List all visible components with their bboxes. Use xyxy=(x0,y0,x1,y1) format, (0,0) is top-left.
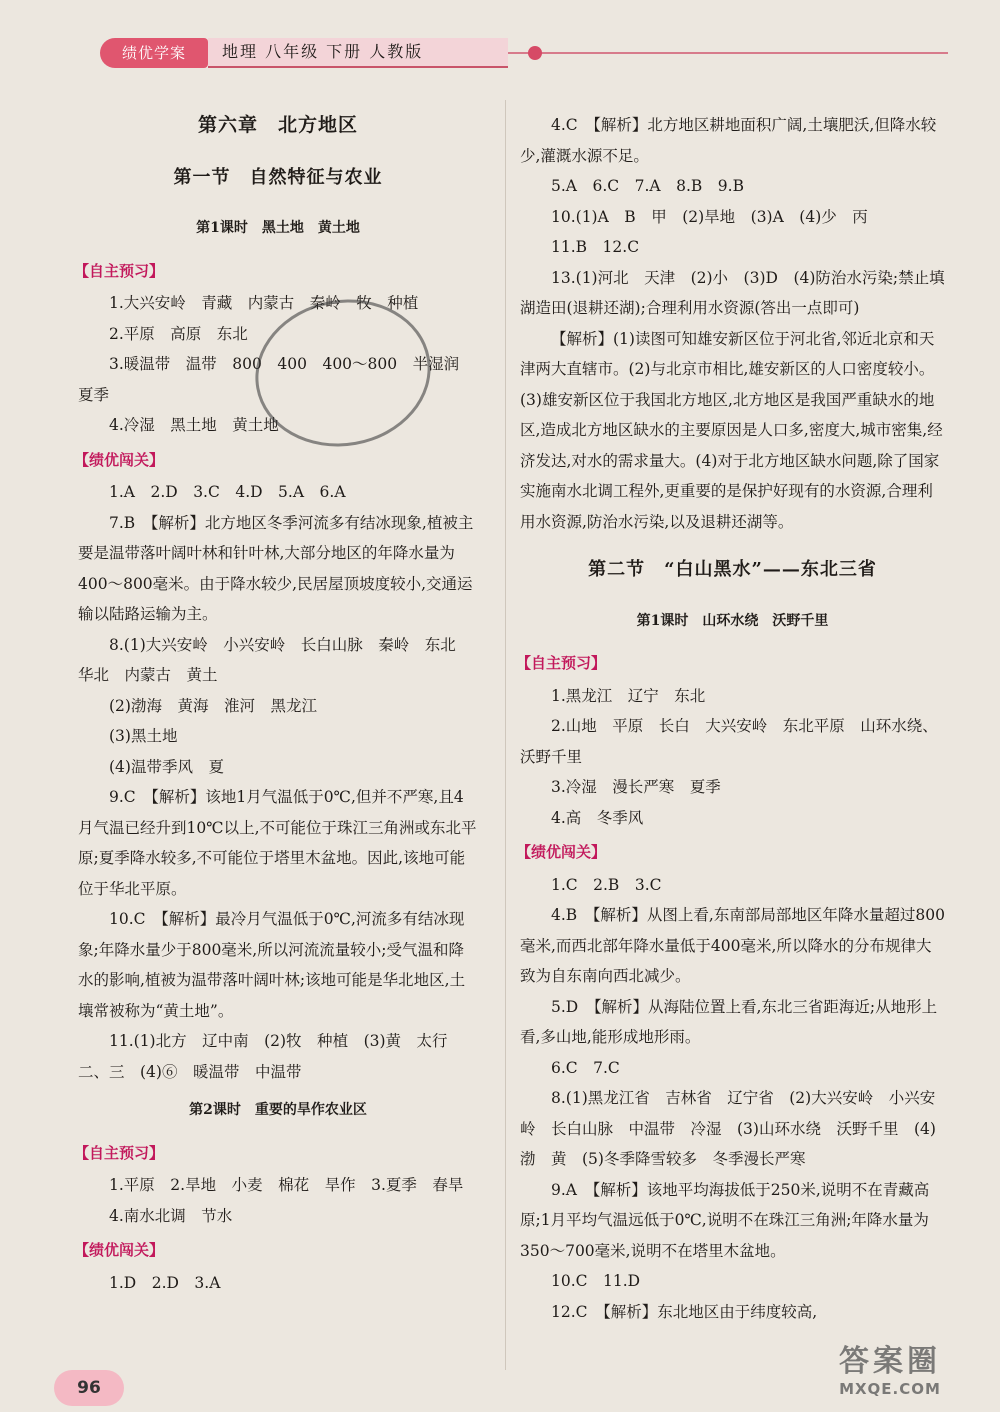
section-title: 第一节 自然特征与农业 xyxy=(173,166,383,188)
answer-line: 13.(1)河北 天津 (2)小 (3)D (4)防治水污染;禁止填湖造田(退耕还湖);合理利用水资源(答出一点即可) xyxy=(520,268,945,317)
answer-line: 4.C 【解析】北方地区耕地面积广阔,土壤肥沃,但降水较少,灌溉水源不足。 xyxy=(520,116,937,165)
right-column xyxy=(516,110,945,1327)
answer-line: 7.B 【解析】北方地区冬季河流多有结冰现象,植被主要是温带落叶阔叶林和针叶林,大部分地区的年降水量为400～800毫米。由于降水较少,民居屋顶坡度较小,交通运输以陆路运输为主。 xyxy=(78,513,474,623)
answer-line: 10.C 11.D xyxy=(551,1272,641,1290)
faded-stamp xyxy=(366,131,543,228)
answer-line: 8.(1)大兴安岭 小兴安岭 长白山脉 秦岭 东北 华北 内蒙古 黄土 xyxy=(78,635,472,684)
answer-line: 11.B 12.C xyxy=(551,238,640,256)
lesson-title: 第2课时 重要的旱作农业区 xyxy=(189,1102,367,1118)
answer-line: 4.冷湿 黑土地 黄土地 xyxy=(109,416,279,434)
answer-line: (2)渤海 黄海 淮河 黑龙江 xyxy=(109,696,317,715)
tag-self-preview: 【自主预习】 xyxy=(74,261,165,280)
answer-line: 6.C 7.C xyxy=(551,1058,620,1077)
site-watermark xyxy=(800,1345,980,1405)
section-title: 第二节 “白山黑水”——东北三省 xyxy=(588,559,877,580)
answer-line: 5.A 6.C 7.A 8.B 9.B xyxy=(551,177,744,195)
watermark-logo-text: 答案圈 xyxy=(839,1344,941,1379)
header-title: 地理 八年级 下册 人教版 xyxy=(208,38,508,68)
answer-line: 1.黑龙江 辽宁 东北 xyxy=(551,686,706,705)
page-number: 96 xyxy=(54,1370,124,1406)
tag-challenge: 【绩优闯关】 xyxy=(74,1241,165,1259)
answer-line: 1.大兴安岭 青藏 内蒙古 秦岭 牧 种植 xyxy=(109,294,419,312)
answer-line: 2.平原 高原 东北 xyxy=(109,324,248,343)
answer-line: 3.暖温带 温带 800 400 400～800 半湿润 夏季 xyxy=(78,355,475,404)
header-rule xyxy=(508,52,948,54)
tag-challenge: 【绩优闯关】 xyxy=(516,843,607,861)
tag-self-preview: 【自主预习】 xyxy=(74,1143,165,1162)
header-dot xyxy=(528,46,542,60)
chapter-title: 第六章 北方地区 xyxy=(197,114,358,136)
column-divider xyxy=(505,100,506,1370)
answer-line: (3)黑土地 xyxy=(109,727,178,745)
answer-line: 9.A 【解析】该地平均海拔低于250米,说明不在青藏高原;1月平均气温远低于0℃,说明不在珠江三角洲;年降水量为350～700毫米,说明不在塔里木盆地。 xyxy=(520,1180,930,1260)
answer-line: 2.山地 平原 长白 大兴安岭 东北平原 山环水绕、沃野千里 xyxy=(520,717,938,766)
answer-line: 1.C 2.B 3.C xyxy=(551,875,662,894)
answer-line: 11.(1)北方 辽中南 (2)牧 种植 (3)黄 太行 二、三 (4)⑥ 暖温带 中温带 xyxy=(78,1032,464,1081)
tag-self-preview: 【自主预习】 xyxy=(516,654,607,672)
answer-line: 1.D 2.D 3.A xyxy=(109,1273,221,1292)
answer-line: 1.A 2.D 3.C 4.D 5.A 6.A xyxy=(109,483,346,501)
lesson-title: 第1课时 黑土地 黄土地 xyxy=(196,220,360,236)
answer-line: 5.D 【解析】从海陆位置上看,东北三省距海近;从地形上看,多山地,能形成地形雨。 xyxy=(520,997,938,1046)
answer-line: 4.B 【解析】从图上看,东南部局部地区年降水量超过800毫米,而西北部年降水量低于400毫米,所以降水的分布规律大致为自东南向西北减少。 xyxy=(520,906,945,985)
answer-line: 8.(1)黑龙江省 吉林省 辽宁省 (2)大兴安岭 小兴安岭 长白山脉 中温带 冷湿 (3)山环水绕 沃野千里 (4)渤 黄 (5)冬季降雪较多 冬季漫长严寒 xyxy=(520,1089,936,1168)
lesson-title: 第1课时 山环水绕 沃野千里 xyxy=(636,612,829,629)
left-column xyxy=(74,110,478,1298)
answer-line: (4)温带季风 夏 xyxy=(109,757,224,776)
answer-line: 12.C 【解析】东北地区由于纬度较高, xyxy=(551,1302,818,1321)
answer-line: 【解析】(1)读图可知雄安新区位于河北省,邻近北京和天津两大直辖市。(2)与北京市相比,雄安新区的人口密度较小。(3)雄安新区位于我国北方地区,北方地区是我国严重缺水的地区,造成北方地区缺水的主要原因是人口多,密度大,城市密集,经济发达,对水的需求量大。(4)对于北方地区缺水问题,除了国家实施南水北调工程外,更重要的是保护好现有的水资源,合理利用水资源,防治水污染,以及退耕还湖等。 xyxy=(520,329,943,531)
watermark-url: MXQE.COM xyxy=(839,1380,941,1398)
tag-challenge: 【绩优闯关】 xyxy=(74,450,165,469)
answer-line: 10.C 【解析】最冷月气温低于0℃,河流多有结冰现象;年降水量少于800毫米,所以河流流量较小;受气温和降水的影响,植被为温带落叶阔叶林;该地可能是华北地区,土壤常被称为“黄土地”。 xyxy=(78,910,466,1020)
answer-line: 4.南水北调 节水 xyxy=(109,1206,233,1225)
header-brand: 绩优学案 xyxy=(100,38,208,68)
answer-line: 10.(1)A B 甲 (2)旱地 (3)A (4)少 丙 xyxy=(551,207,868,226)
answer-line: 3.冷湿 漫长严寒 夏季 xyxy=(551,778,721,796)
answer-line: 9.C 【解析】该地1月气温低于0℃,但并不严寒,且4月气温已经升到10℃以上,不可能位于珠江三角洲或东北平原;夏季降水较多,不可能位于塔里木盆地。因此,该地可能位于华北平原。 xyxy=(78,788,477,898)
answer-line: 4.高 冬季风 xyxy=(551,808,644,827)
answer-line: 1.平原 2.旱地 小麦 棉花 旱作 3.夏季 春旱 xyxy=(109,1176,464,1194)
